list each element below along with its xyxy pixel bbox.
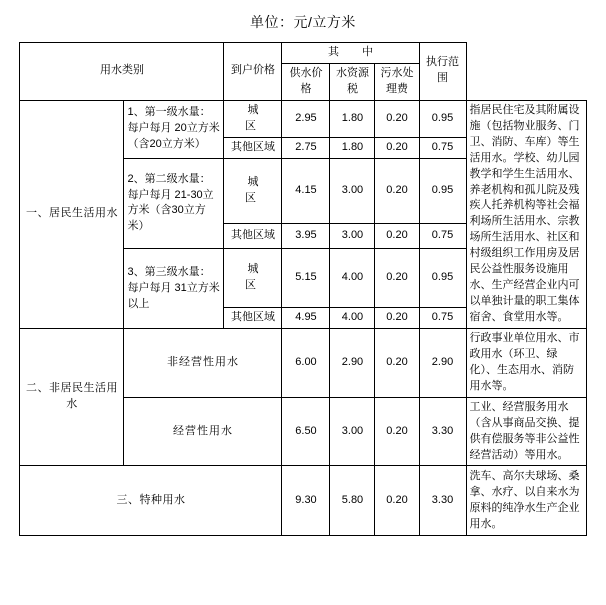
sewage-fee: 2.90: [419, 328, 466, 397]
scope-operational: 工业、经营服务用水（含从事商品交换、提供有偿服务等非公益性经营活动）等用水。: [466, 397, 586, 466]
tier-2-label: 2、第二级水量：每户每月 21-30立方米（含30立方米）: [124, 158, 224, 249]
header-water-resource-tax: 水资源税: [330, 63, 375, 100]
header-scope: 执行范围: [419, 43, 466, 101]
to-household-price: 6.00: [282, 328, 330, 397]
scope-residential: 指居民住宅及其附属设施（包括物业服务、门卫、消防、车库）等生活用水。学校、幼儿园教学和学生生活用水、养老机构和孤儿院及残疾人托养机构等社会福利场所生活用水、宗教场所生活用水、社区和村级组织工作用房及居民公益性服务设施用水、生产经营企业内可以单独计量的职工集体宿舍、食堂用水等。: [466, 100, 586, 328]
water-resource-tax: 0.20: [375, 137, 419, 158]
to-household-price: 9.30: [282, 466, 330, 536]
supply-price: 1.80: [330, 100, 375, 137]
supply-price: 4.00: [330, 308, 375, 329]
water-resource-tax: 0.20: [375, 224, 419, 249]
header-group-among: 其 中: [282, 43, 419, 64]
unit-note: 单位：元/立方米: [250, 14, 356, 30]
water-resource-tax: 0.20: [375, 249, 419, 308]
header-category: 用水类别: [20, 43, 224, 101]
category-non-residential: 二、非居民生活用水: [20, 328, 124, 466]
sewage-fee: 0.95: [419, 249, 466, 308]
operational-water-label: 经营性用水: [124, 397, 282, 466]
header-sewage-fee: 污水处理费: [375, 63, 419, 100]
sewage-fee: 3.30: [419, 397, 466, 466]
sewage-fee: 0.75: [419, 224, 466, 249]
table-row: [20, 328, 586, 397]
category-residential: 一、居民生活用水: [20, 100, 124, 328]
tier-1-label: 1、第一级水量：每户每月 20立方米（含20立方米）: [124, 100, 224, 158]
scope-special: 洗车、高尔夫球场、桑拿、水疗、以自来水为原料的纯净水生产企业用水。: [466, 466, 586, 536]
sewage-fee: 0.75: [419, 308, 466, 329]
area-label: 其他区域: [224, 308, 282, 329]
table-header-row-1: [20, 43, 586, 64]
non-operational-water-label: 非经营性用水: [124, 328, 282, 397]
water-resource-tax: 0.20: [375, 158, 419, 224]
sewage-fee: 0.75: [419, 137, 466, 158]
sewage-fee: 3.30: [419, 466, 466, 536]
supply-price: 5.80: [330, 466, 375, 536]
table-row: [20, 100, 586, 137]
category-special: 三、特种用水: [20, 466, 282, 536]
area-label: 城 区: [224, 100, 282, 137]
to-household-price: 2.75: [282, 137, 330, 158]
to-household-price: 4.15: [282, 158, 330, 224]
water-resource-tax: 0.20: [375, 397, 419, 466]
header-supply-price: 供水价格: [282, 63, 330, 100]
supply-price: 3.00: [330, 158, 375, 224]
supply-price: 4.00: [330, 249, 375, 308]
water-price-table: [19, 42, 586, 536]
supply-price: 3.00: [330, 397, 375, 466]
to-household-price: 4.95: [282, 308, 330, 329]
supply-price: 2.90: [330, 328, 375, 397]
scope-non-operational: 行政事业单位用水、市政用水（环卫、绿化）、生态用水、消防用水等。: [466, 328, 586, 397]
sewage-fee: 0.95: [419, 100, 466, 137]
sewage-fee: 0.95: [419, 158, 466, 224]
water-resource-tax: 0.20: [375, 328, 419, 397]
area-label: 城 区: [224, 249, 282, 308]
to-household-price: 2.95: [282, 100, 330, 137]
area-label: 其他区域: [224, 224, 282, 249]
area-label: 城 区: [224, 158, 282, 224]
area-label: 其他区域: [224, 137, 282, 158]
supply-price: 3.00: [330, 224, 375, 249]
header-to-household-price: 到户价格: [224, 43, 282, 101]
water-resource-tax: 0.20: [375, 100, 419, 137]
tier-3-label: 3、第三级水量：每户每月 31立方米以上: [124, 249, 224, 329]
to-household-price: 3.95: [282, 224, 330, 249]
table-row: [20, 466, 586, 536]
supply-price: 1.80: [330, 137, 375, 158]
to-household-price: 6.50: [282, 397, 330, 466]
water-resource-tax: 0.20: [375, 308, 419, 329]
water-resource-tax: 0.20: [375, 466, 419, 536]
to-household-price: 5.15: [282, 249, 330, 308]
